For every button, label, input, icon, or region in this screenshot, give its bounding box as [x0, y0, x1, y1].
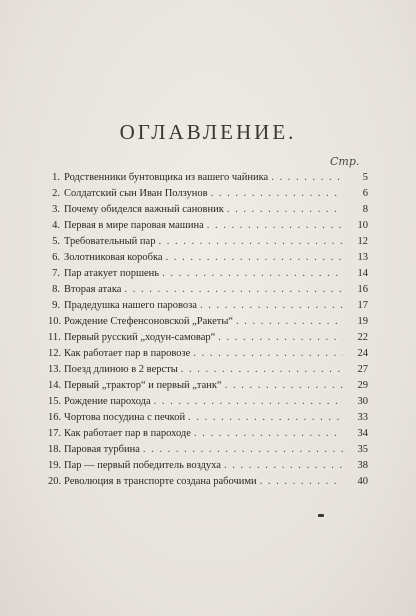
dot-leader	[218, 330, 343, 346]
entry-page: 16	[357, 284, 368, 295]
entry-title: Поезд длиною в 2 версты	[64, 364, 178, 375]
entry-number: 9.	[52, 300, 60, 311]
dot-leader	[162, 266, 343, 282]
dot-leader	[143, 442, 343, 458]
entry-number: 6.	[52, 252, 60, 263]
toc-entry	[48, 298, 368, 314]
entry-number: 8.	[52, 284, 60, 295]
entry-page: 24	[357, 348, 368, 359]
toc-entry	[48, 474, 368, 490]
entry-page: 40	[357, 476, 368, 487]
entry-title: Первый русский „ходун-самовар“	[64, 332, 216, 343]
entry-number: 11.	[48, 332, 61, 343]
dot-leader	[236, 314, 343, 330]
entry-title: Рождение Стефенсоновской „Ракеты“	[64, 316, 234, 327]
dot-leader	[193, 346, 343, 362]
dot-leader	[181, 362, 343, 378]
entry-title: Вторая атака	[64, 284, 122, 295]
toc-entry	[48, 346, 368, 362]
entry-page: 35	[357, 444, 368, 455]
entry-number: 5.	[52, 236, 60, 247]
toc-entry	[48, 234, 368, 250]
entry-number: 2.	[52, 188, 60, 199]
entry-page: 38	[357, 460, 368, 471]
dot-leader	[158, 234, 343, 250]
entry-page: 17	[357, 300, 368, 311]
dot-leader	[271, 170, 343, 186]
entry-title: Прадедушка нашего паровоза	[64, 300, 197, 311]
toc-entry	[48, 186, 368, 202]
entry-title: Пар атакует поршень	[64, 268, 160, 279]
dot-leader	[260, 474, 343, 490]
entry-page: 33	[357, 412, 368, 423]
entry-title: Чортова посудина с печкой	[64, 412, 186, 423]
entry-title: Паровая турбина	[64, 444, 140, 455]
entry-title: Первый „трактор“ и первый „танк“	[64, 380, 222, 391]
entry-number: 20.	[48, 476, 62, 487]
entry-number: 14.	[48, 380, 62, 391]
toc-entry	[48, 202, 368, 218]
entry-number: 10.	[48, 316, 62, 327]
entry-title: Требовательный пар	[64, 236, 156, 247]
entry-page: 22	[357, 332, 368, 343]
entry-number: 18.	[48, 444, 62, 455]
dot-leader	[154, 394, 343, 410]
entry-number: 17.	[48, 428, 62, 439]
page-title: ОГЛАВЛЕНИЕ.	[119, 120, 297, 144]
toc-entry	[48, 266, 368, 282]
entry-title: Золотниковая коробка	[64, 252, 163, 263]
toc-entry	[48, 250, 368, 266]
toc-entry	[48, 378, 368, 394]
entry-number: 19.	[48, 460, 62, 471]
page-column-header: Стр.	[330, 155, 360, 168]
dot-leader	[124, 282, 343, 298]
toc-entry	[48, 458, 368, 474]
entry-number: 15.	[48, 396, 62, 407]
dot-leader	[227, 202, 343, 218]
entry-number: 4.	[52, 220, 60, 231]
toc-entry	[48, 362, 368, 378]
entry-page: 13	[357, 252, 368, 263]
entry-number: 3.	[52, 204, 60, 215]
entry-title: Революция в транспорте создана рабочими	[64, 476, 257, 487]
toc-entry	[48, 170, 368, 186]
entry-page: 5	[362, 172, 368, 183]
entry-title: Рождение парохода	[64, 396, 151, 407]
entry-page: 30	[357, 396, 368, 407]
entry-title: Пар — первый победитель воздуха	[64, 460, 221, 471]
toc-entry	[48, 282, 368, 298]
toc-entry	[48, 314, 368, 330]
entry-page: 19	[357, 316, 368, 327]
entry-title: Солдатский сын Иван Ползунов	[64, 188, 208, 199]
ink-speck	[318, 514, 324, 517]
entry-page: 29	[357, 380, 368, 391]
dot-leader	[224, 458, 343, 474]
entry-page: 8	[362, 204, 368, 215]
entry-title: Родственники бунтовщика из вашего чайника	[64, 172, 269, 183]
dot-leader	[194, 426, 343, 442]
entry-number: 12.	[48, 348, 62, 359]
entry-page: 6	[362, 188, 368, 199]
entry-title: Почему обиделся важный сановник	[64, 204, 224, 215]
entry-title: Как работает пар в пароходе	[64, 428, 191, 439]
dot-leader	[188, 410, 343, 426]
dot-leader	[207, 218, 343, 234]
dot-leader	[211, 186, 343, 202]
table-of-contents	[48, 170, 368, 490]
entry-page: 10	[357, 220, 368, 231]
entry-number: 13.	[48, 364, 62, 375]
dot-leader	[225, 378, 343, 394]
entry-number: 7.	[52, 268, 60, 279]
entry-page: 34	[357, 428, 368, 439]
toc-entry	[48, 442, 368, 458]
toc-entry	[48, 218, 368, 234]
toc-entry	[48, 426, 368, 442]
entry-number: 1.	[52, 172, 60, 183]
entry-number: 16.	[48, 412, 62, 423]
dot-leader	[166, 250, 343, 266]
dot-leader	[200, 298, 343, 314]
toc-entry	[48, 394, 368, 410]
entry-page: 12	[357, 236, 368, 247]
toc-entry	[48, 410, 368, 426]
entry-page: 27	[357, 364, 368, 375]
entry-page: 14	[357, 268, 368, 279]
toc-entry	[48, 330, 368, 346]
entry-title: Как работает пар в паровозе	[64, 348, 191, 359]
entry-title: Первая в мире паровая машина	[64, 220, 204, 231]
